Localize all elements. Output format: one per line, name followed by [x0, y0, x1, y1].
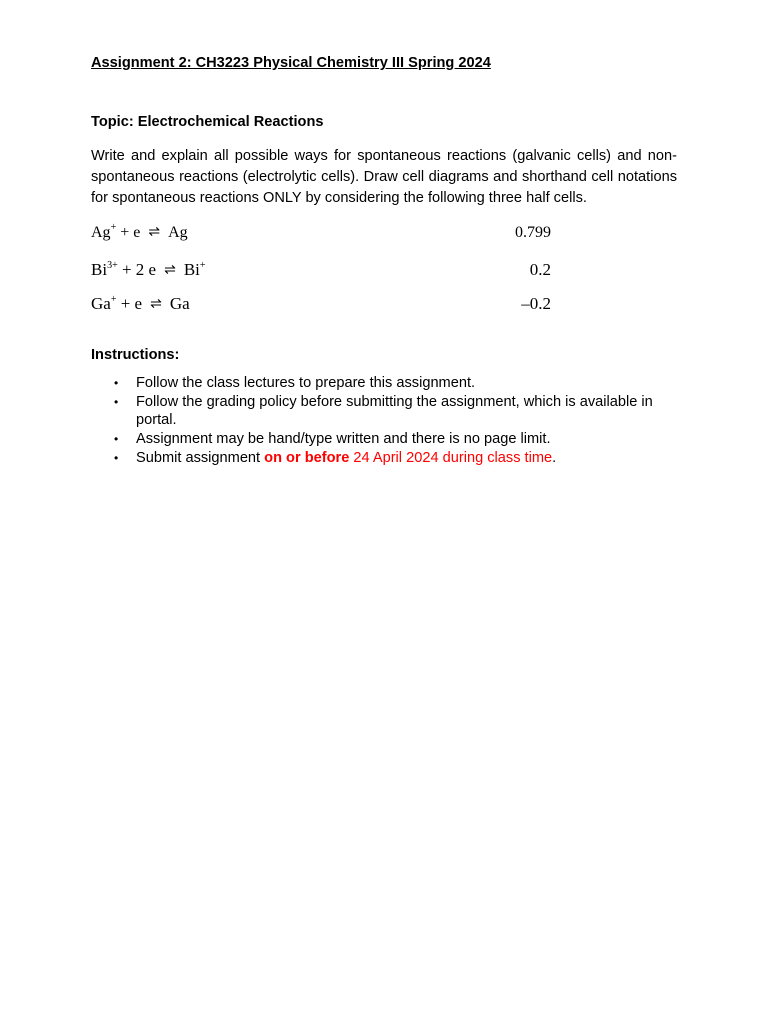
deadline-emphasis: on or before: [264, 449, 350, 466]
list-item: • Follow the class lectures to prepare this assignment.: [114, 375, 476, 391]
bullet-icon: •: [114, 450, 119, 465]
intro-paragraph: Write and explain all possible ways for spontaneous reactions (galvanic cells) and non-spontaneous reactions (electrolytic cells). Draw cell diagrams and shorthand cell notations for spontaneous reactions ONLY by considering the following three half cells.: [91, 148, 677, 206]
list-item: • Assignment may be hand/type written and there is no page limit.: [114, 431, 551, 448]
bullet-icon: •: [114, 432, 119, 447]
equilibrium-arrow-icon: ⇌: [150, 297, 162, 312]
half-cell-gallium: [91, 294, 551, 318]
topic-heading: Topic: Electrochemical Reactions: [91, 114, 324, 130]
half-cell-equation: Ga+ + e ⇌ Ga: [91, 294, 190, 313]
assignment-title: Assignment 2: CH3223 Physical Chemistry III Spring 2024: [91, 55, 491, 71]
standard-potential: –0.2: [521, 294, 551, 313]
equilibrium-arrow-icon: ⇌: [164, 263, 176, 278]
list-item: • Follow the grading policy before submitting the assignment, which is available in portal.: [114, 393, 653, 429]
equilibrium-arrow-icon: ⇌: [148, 225, 161, 240]
bullet-icon: •: [114, 376, 119, 390]
instructions-list: [91, 374, 677, 468]
bullet-icon: •: [114, 394, 119, 409]
deadline-date: 24 April 2024 during class time: [349, 449, 553, 466]
half-cell-equation: $Bi^{3+} + 2$ e ⇌ Bi+: [91, 260, 206, 279]
half-cell-bismuth: [91, 260, 551, 284]
half-cell-silver: [91, 224, 551, 248]
standard-potential: 0.799: [515, 224, 551, 241]
half-cell-equation: Ag+ + e ⇌ Ag: [91, 222, 188, 241]
list-item: • Submit assignment on or before 24 April 2024 during class time.: [114, 449, 557, 466]
standard-potential: 0.2: [529, 260, 551, 279]
instructions-heading: Instructions:: [91, 347, 180, 363]
